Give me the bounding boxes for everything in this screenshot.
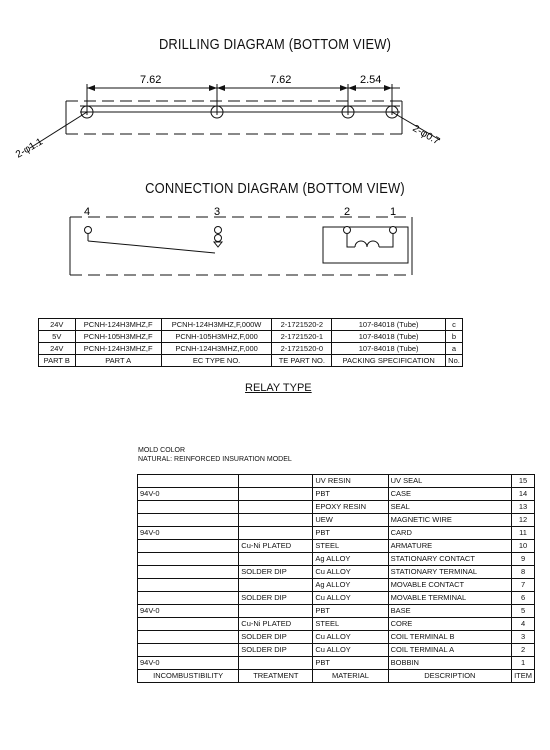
table-row: UEW MAGNETIC WIRE 12 (138, 514, 535, 527)
hole-label-right: 2-φ0.7 (410, 123, 442, 148)
table-header: PART B PART A EC TYPE NO. TE PART NO. PACKING SPECIFICATION No. (39, 355, 463, 367)
pin-1: 1 (390, 206, 397, 218)
dim-1: 7.62 (140, 74, 162, 86)
table-row: SOLDER DIP Cu ALLOY COIL TERMINAL A 2 (138, 644, 535, 657)
table-row: 24V PCNH-124H3MHZ,F PCNH-124H3MHZ,F,000W 2-1721520-2 107-84018 (Tube) c (39, 319, 463, 331)
table-row: SOLDER DIP Cu ALLOY COIL TERMINAL B 3 (138, 631, 535, 644)
table-row: SOLDER DIP Cu ALLOY STATIONARY TERMINAL 8 (138, 566, 535, 579)
hole-label-left: 2-φ1.1 (14, 136, 45, 161)
table-row: UV RESIN UV SEAL 15 (138, 475, 535, 488)
dim-3: 2.54 (360, 74, 382, 86)
table-row: SOLDER DIP Cu ALLOY MOVABLE TERMINAL 6 (138, 592, 535, 605)
table-row: 24V PCNH-124H3MHZ,F PCNH-124H3MHZ,F,000 2-1721520-0 107-84018 (Tube) a (39, 343, 463, 355)
pin-3: 3 (214, 206, 221, 218)
mold-color-note: MOLD COLOR NATURAL: REINFORCED INSURATION MODEL (138, 447, 292, 463)
table-row: EPOXY RESIN SEAL 13 (138, 501, 535, 514)
drilling-title: DRILLING DIAGRAM (BOTTOM VIEW) (158, 36, 392, 53)
material-table (137, 474, 535, 683)
drilling-diagram (0, 70, 550, 190)
connection-title: CONNECTION DIAGRAM (BOTTOM VIEW) (145, 180, 405, 197)
dim-2: 7.62 (270, 74, 292, 86)
pin-2: 2 (344, 206, 351, 218)
table-row: 94V-0 PBT BOBBIN 1 (138, 657, 535, 670)
table-row: Ag ALLOY STATIONARY CONTACT 9 (138, 553, 535, 566)
table-header: INCOMBUSTIBILITY TREATMENT MATERIAL DESCRIPTION ITEM (138, 670, 535, 683)
table-row: 94V-0 PBT BASE 5 (138, 605, 535, 618)
relay-type-caption: RELAY TYPE (245, 382, 312, 394)
table-row: 94V-0 PBT CARD 11 (138, 527, 535, 540)
table-row: Ag ALLOY MOVABLE CONTACT 7 (138, 579, 535, 592)
table-row: Cu-Ni PLATED STEEL ARMATURE 10 (138, 540, 535, 553)
pin-4: 4 (84, 206, 91, 218)
table-row: 94V-0 PBT CASE 14 (138, 488, 535, 501)
connection-diagram (0, 205, 550, 285)
table-row: Cu-Ni PLATED STEEL CORE 4 (138, 618, 535, 631)
relay-type-table (38, 318, 463, 367)
table-row: 5V PCNH-105H3MHZ,F PCNH-105H3MHZ,F,000 2-1721520-1 107-84018 (Tube) b (39, 331, 463, 343)
